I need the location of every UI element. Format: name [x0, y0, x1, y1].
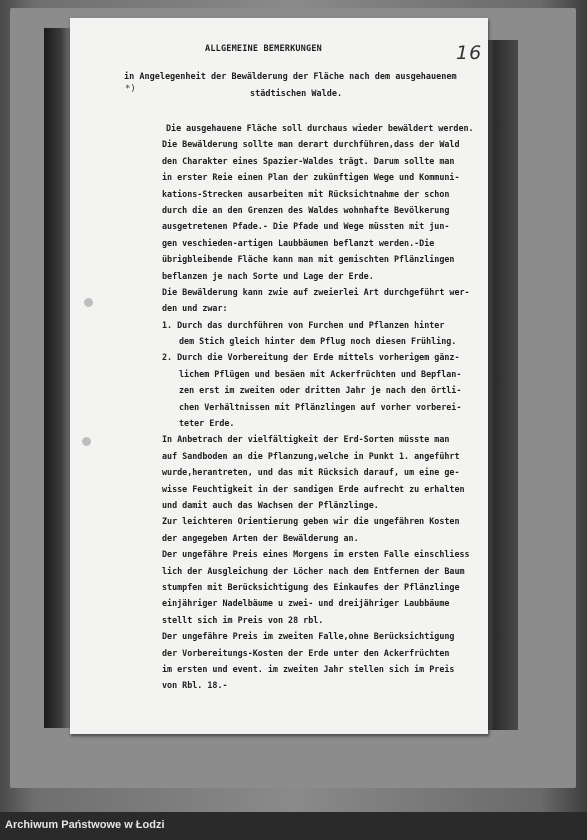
body-line: Die Bewälderung sollte man derart durchführen,dass der Wald [162, 139, 460, 150]
body-line: im ersten und event. im zweiten Jahr stellen sich im Preis [162, 663, 455, 674]
margin-mark: *) [125, 84, 136, 94]
left-binding-shadow [44, 28, 72, 728]
body-line: lich der Ausgleichung der Löcher nach dem Entfernen der Baum [162, 565, 465, 576]
body-line: durch die an den Grenzen des Waldes wohnhafte Bevölkerung [162, 204, 450, 215]
archive-footer [0, 812, 587, 840]
body-line: Der ungefähre Preis eines Morgens im ersten Falle einschliess [162, 549, 470, 560]
body-line: übrigbleibende Fläche kann man mit gemischten Pflänzlingen [162, 254, 455, 265]
body-line: Die Bewälderung kann zwie auf zweierlei Art durchgeführt wer- [162, 286, 470, 297]
body-line: der angegeben Arten der Bewälderung an. [162, 532, 359, 543]
body-line: auf Sandboden an die Pflanzung,welche in Punkt 1. angeführt [162, 450, 460, 461]
body-line: chen Verhältnissen mit Pflänzlingen auf vorher vorberei- [179, 401, 462, 412]
body-line: von Rbl. 18.- [162, 680, 228, 691]
body-line: Zur leichteren Orientierung geben wir die ungefähren Kosten [162, 516, 460, 527]
body-line: stumpfen mit Berücksichtigung des Einkaufes der Pflänzlinge [162, 581, 460, 592]
body-line: den und zwar: [162, 303, 228, 314]
body-line: 2. Durch die Vorbereitung der Erde mittels vorherigem gänz- [162, 352, 460, 363]
archive-name: Archiwum Państwowe w Łodzi [5, 819, 165, 831]
body-line: der Vorbereitungs-Kosten der Erde unter den Ackerfrüchten [162, 647, 450, 658]
body-line: Die ausgehauene Fläche soll durchaus wieder bewäldert werden. [166, 123, 474, 133]
body-line: zen erst im zweiten oder dritten Jahr je nach den örtli- [179, 385, 462, 396]
body-line: stellt sich im Preis von 28 rbl. [162, 614, 324, 625]
body-line: teter Erde. [179, 418, 235, 429]
punch-hole [82, 437, 91, 446]
document-body [162, 120, 497, 694]
body-line: kations-Strecken ausarbeiten mit Rücksichtnahme der schon [162, 188, 450, 199]
body-line: ausgetretenen Pfade.- Die Pfade und Wege müssten mit jun- [162, 221, 450, 232]
punch-hole [84, 298, 93, 307]
body-line: dem Stich gleich hinter dem Pflug noch diesen Frühling. [179, 336, 457, 347]
body-line: beflanzen je nach Sorte und Lage der Erde. [162, 270, 374, 281]
body-line: lichem Pflügen und besäen mit Ackerfrüchten und Bepflan- [179, 368, 462, 379]
body-line: Der ungefähre Preis im zweiten Falle,ohne Berücksichtigung [162, 631, 455, 642]
body-line: und damit auch das Wachsen der Pflänzlinge. [162, 499, 379, 510]
document-title: ALLGEMEINE BEMERKUNGEN [205, 44, 322, 54]
body-line: In Anbetrach der vielfältigkeit der Erd-Sorten müsste man [162, 434, 450, 445]
body-line: gen veschieden-artigen Laubbäumen beflanzt werden.-Die [162, 237, 435, 248]
body-line: 1. Durch das durchführen von Furchen und Pflanzen hinter [162, 319, 445, 330]
document-subtitle-line-1: in Angelegenheit der Bewälderung der Fläche nach dem ausgehauenem [124, 72, 457, 82]
page-number: 16 [456, 42, 483, 64]
body-line: wisse Feuchtigkeit in der sandigen Erde aufrecht zu erhalten [162, 483, 465, 494]
body-line: in erster Reie einen Plan der zukünftigen Wege und Kommuni- [162, 172, 460, 183]
body-line: den Charakter eines Spazier-Waldes trägt. Darum sollte man [162, 155, 455, 166]
document-subtitle-line-2: städtischen Walde. [250, 89, 343, 99]
body-line: wurde,herantreten, und das mit Rücksich darauf, um eine ge- [162, 467, 460, 478]
body-line: einjähriger Nadelbäume u zwei- und dreijähriger Laubbäume [162, 598, 450, 609]
